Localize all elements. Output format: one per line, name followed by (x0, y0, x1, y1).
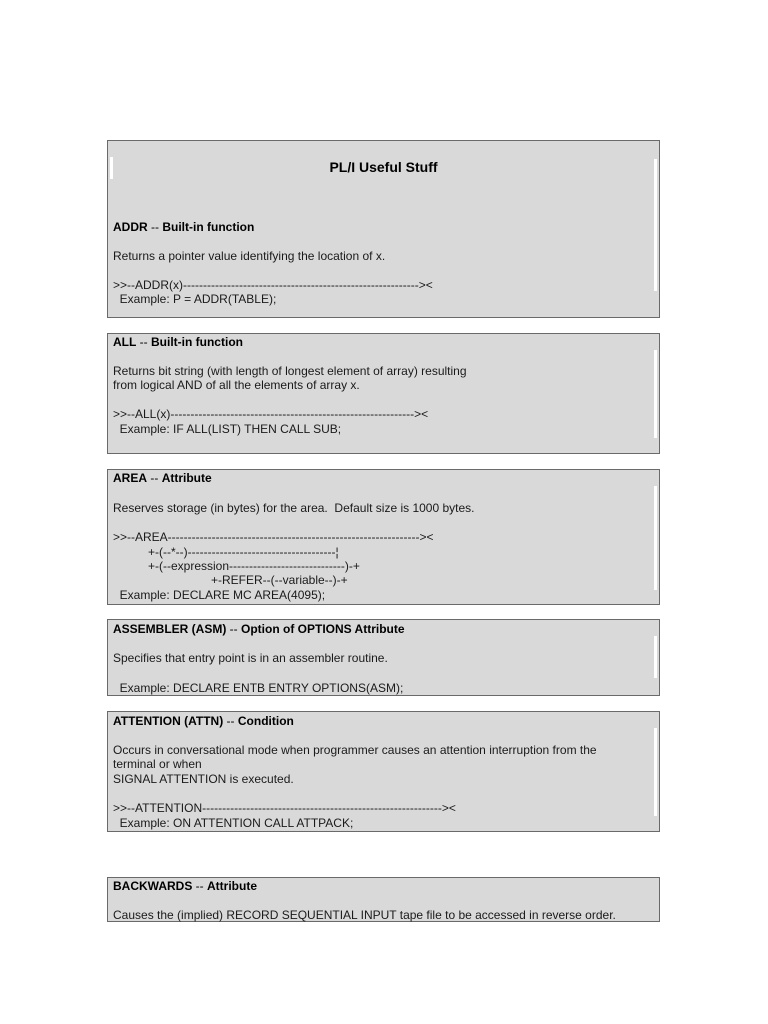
example-line: Example: IF ALL(LIST) THEN CALL SUB; (113, 422, 342, 436)
example-line: Example: ON ATTENTION CALL ATTPACK; (113, 816, 354, 830)
syntax-diagram-line: >>--AREA--------------------------------------------------------------->< (113, 530, 434, 544)
syntax-diagram-line: +-(--*--)-------------------------------------¦ (148, 545, 339, 559)
example-line: Example: DECLARE MC AREA(4095); (113, 588, 326, 602)
section-kind: Attribute (207, 879, 258, 893)
description-line: Specifies that entry point is in an assembler routine. (113, 651, 388, 665)
description-line: Returns bit string (with length of longest element of array) resulting (113, 364, 467, 378)
heading-separator: -- (192, 879, 208, 893)
section-all (107, 333, 660, 454)
section-kind: Condition (237, 714, 294, 728)
section-name: ALL (113, 335, 137, 349)
section-name: ADDR (113, 220, 148, 234)
section-name: ASSEMBLER (ASM) (113, 622, 227, 636)
section-assembler (107, 619, 660, 696)
section-kind: Option of OPTIONS Attribute (241, 622, 405, 636)
example-line: Example: P = ADDR(TABLE); (113, 292, 277, 306)
description-line: Returns a pointer value identifying the location of x. (113, 249, 386, 263)
description-line: SIGNAL ATTENTION is executed. (113, 772, 294, 786)
section-name: BACKWARDS (113, 879, 193, 893)
example-line: Example: DECLARE ENTB ENTRY OPTIONS(ASM); (113, 681, 404, 695)
section-name: ATTENTION (ATTN) (113, 714, 224, 728)
description-line: from logical AND of all the elements of array x. (113, 378, 360, 392)
description-line: terminal or when (113, 757, 202, 771)
heading-separator: -- (226, 622, 242, 636)
section-heading (113, 471, 212, 485)
section-attention (107, 711, 660, 832)
page-title: PL/I Useful Stuff (329, 159, 438, 175)
section-name: AREA (113, 471, 148, 485)
description-line: Occurs in conversational mode when programmer causes an attention interruption from the (113, 743, 597, 757)
syntax-diagram-line: +-REFER--(--variable--)-+ (211, 573, 348, 587)
section-area (107, 469, 660, 605)
heading-separator: -- (136, 335, 151, 349)
section-backwards (107, 877, 660, 922)
heading-separator: -- (147, 471, 162, 485)
heading-separator: -- (147, 220, 163, 234)
section-heading (113, 714, 294, 728)
syntax-diagram-line: >>--ATTENTION------------------------------------------------------------>< (113, 801, 456, 815)
description-line: Causes the (implied) RECORD SEQUENTIAL INPUT tape file to be accessed in reverse order. (113, 908, 616, 922)
section-kind: Built-in function (162, 220, 255, 234)
section-heading (113, 220, 254, 234)
description-line: Reserves storage (in bytes) for the area. Default size is 1000 bytes. (113, 501, 475, 515)
heading-separator: -- (223, 714, 238, 728)
section-heading (113, 335, 243, 349)
section-heading (113, 622, 405, 636)
syntax-diagram-line: >>--ALL(x)------------------------------------------------------------->< (113, 407, 429, 421)
syntax-diagram-line: +-(--expression-----------------------------)-+ (148, 559, 360, 573)
section-kind: Attribute (161, 471, 212, 485)
syntax-diagram-line: >>--ADDR(x)----------------------------------------------------------->< (113, 278, 433, 292)
section-addr (107, 140, 660, 318)
section-heading (113, 879, 257, 893)
section-kind: Built-in function (151, 335, 243, 349)
